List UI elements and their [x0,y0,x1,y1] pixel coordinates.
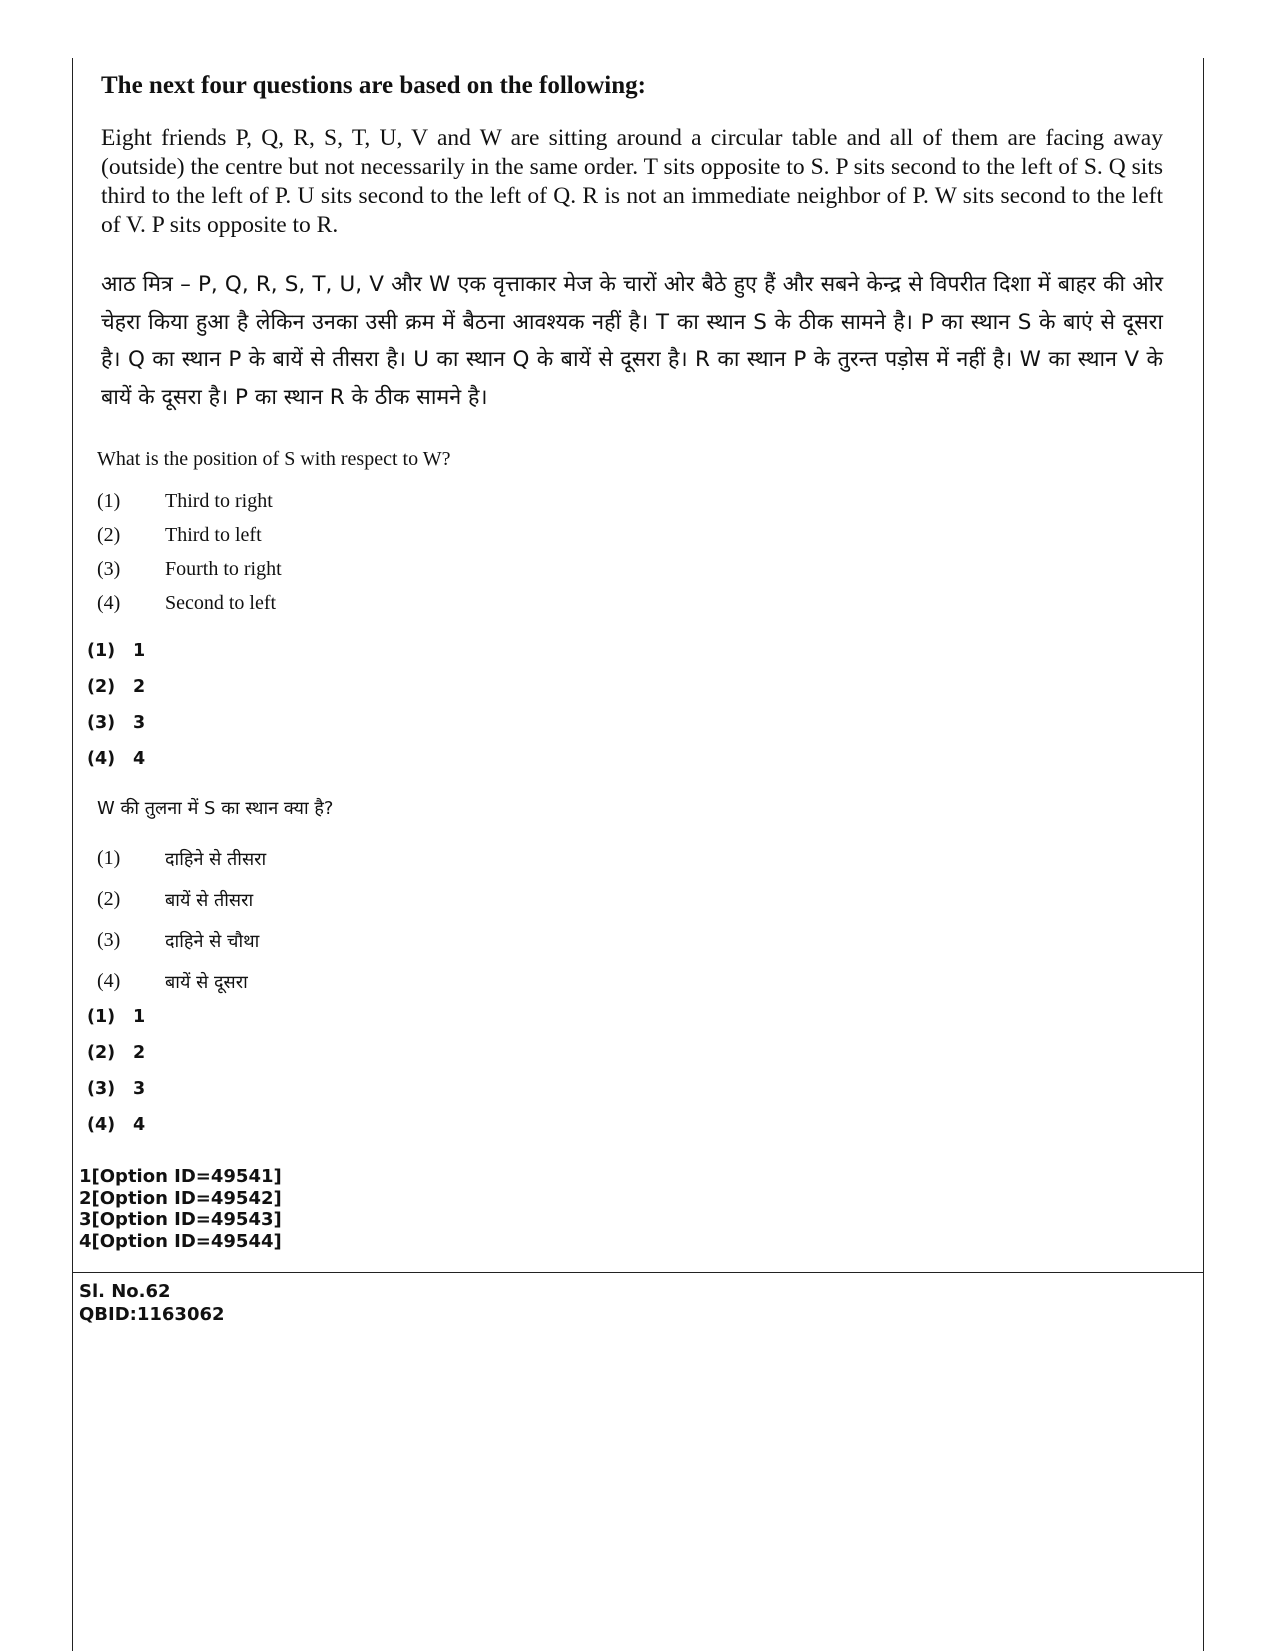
next-question-meta [79,1280,225,1326]
option-number: (2) [97,888,121,910]
answer-choice[interactable] [87,1035,145,1071]
passage-hindi: आठ मित्र – P, Q, R, S, T, U, V और W एक वृत्ताकार मेज के चारों ओर बैठे हुए हैं और सबने केन्द्र से विपरीत दिशा में बाहर की ओर चेहरा किया हुआ है लेकिन उनका उसी क्रम में बैठना आवश्यक नहीं है। T का स्थान S के ठीक सामने है। P का स्थान S के बाएं से दूसरा है। Q का स्थान P के बायें से तीसरा है। U का स्थान Q के बायें से दूसरा है। R का स्थान P के तुरन्त पड़ोस में नहीं है। W का स्थान V के बायें के दूसरा है। P का स्थान R के ठीक सामने है। [101,272,1163,410]
answer-value: 4 [133,1115,146,1135]
option-id: 4[Option ID=49544] [79,1230,282,1252]
option-item [97,484,282,518]
answer-number: (4) [87,1115,116,1135]
option-id: 1[Option ID=49541] [79,1166,282,1187]
passage-english: Eight friends P, Q, R, S, T, U, V and W are sitting around a circular table and all of them are facing away (outside) the centre but not necessarily in the same order. T sits opposite to S. P sits second to the left of S. Q sits third to the left of P. U sits second to the left of Q. R is not an immediate neighbor of P. W sits second to the left of V. P sits opposite to R. [101,125,1163,238]
serial-number: Sl. No.62 [79,1281,171,1302]
option-item [97,879,266,920]
answer-choice[interactable] [87,633,145,669]
answer-value: 2 [133,1043,146,1063]
answer-number: (2) [87,1043,116,1063]
answer-choice[interactable] [87,1071,145,1107]
answer-number: (4) [87,749,116,769]
option-text: बायें से तीसरा [165,889,254,911]
option-text: Third to left [165,523,262,546]
answer-choice[interactable] [87,999,145,1035]
option-text: दाहिने से तीसरा [165,848,267,870]
answer-number: (3) [87,1079,116,1099]
answer-number: (3) [87,713,116,733]
question-hindi: W की तुलना में S का स्थान क्या है? [97,798,334,819]
answer-value: 2 [133,677,146,697]
answer-value: 1 [133,1007,146,1027]
option-text: दाहिने से चौथा [165,930,260,952]
qbid: QBID:1163062 [79,1304,225,1325]
option-number: (2) [97,523,121,546]
option-id-list [79,1166,282,1252]
passage-heading: The next four questions are based on the following: [101,72,646,99]
answer-number: (1) [87,641,116,661]
options-hindi [97,838,266,1002]
answer-number: (2) [87,677,116,697]
option-number: (1) [97,489,121,512]
option-item [97,552,282,586]
question-separator [72,1272,1204,1273]
option-id: 3[Option ID=49543] [79,1209,282,1230]
question-english: What is the position of S with respect to W? [97,448,451,470]
answer-choice[interactable] [87,705,145,741]
option-text: Second to left [165,591,277,614]
option-text: बायें से दूसरा [165,971,248,993]
option-item [97,961,266,1002]
answer-value: 3 [133,1079,146,1099]
answer-choices-english [87,633,145,777]
answer-number: (1) [87,1007,116,1027]
answer-value: 3 [133,713,146,733]
option-number: (1) [97,847,121,869]
option-number: (4) [97,591,121,614]
option-item [97,838,266,879]
answer-choices-hindi [87,999,145,1143]
option-item [97,518,282,552]
answer-choice[interactable] [87,1107,145,1143]
option-id: 2[Option ID=49542] [79,1187,282,1209]
option-number: (3) [97,557,121,580]
option-item [97,586,282,620]
option-item [97,920,266,961]
answer-choice[interactable] [87,669,145,705]
answer-value: 1 [133,641,146,661]
option-text: Fourth to right [165,557,282,580]
options-english [97,484,282,620]
answer-value: 4 [133,749,146,769]
answer-choice[interactable] [87,741,145,777]
option-number: (4) [97,970,121,992]
option-text: Third to right [165,489,273,512]
option-number: (3) [97,929,121,951]
